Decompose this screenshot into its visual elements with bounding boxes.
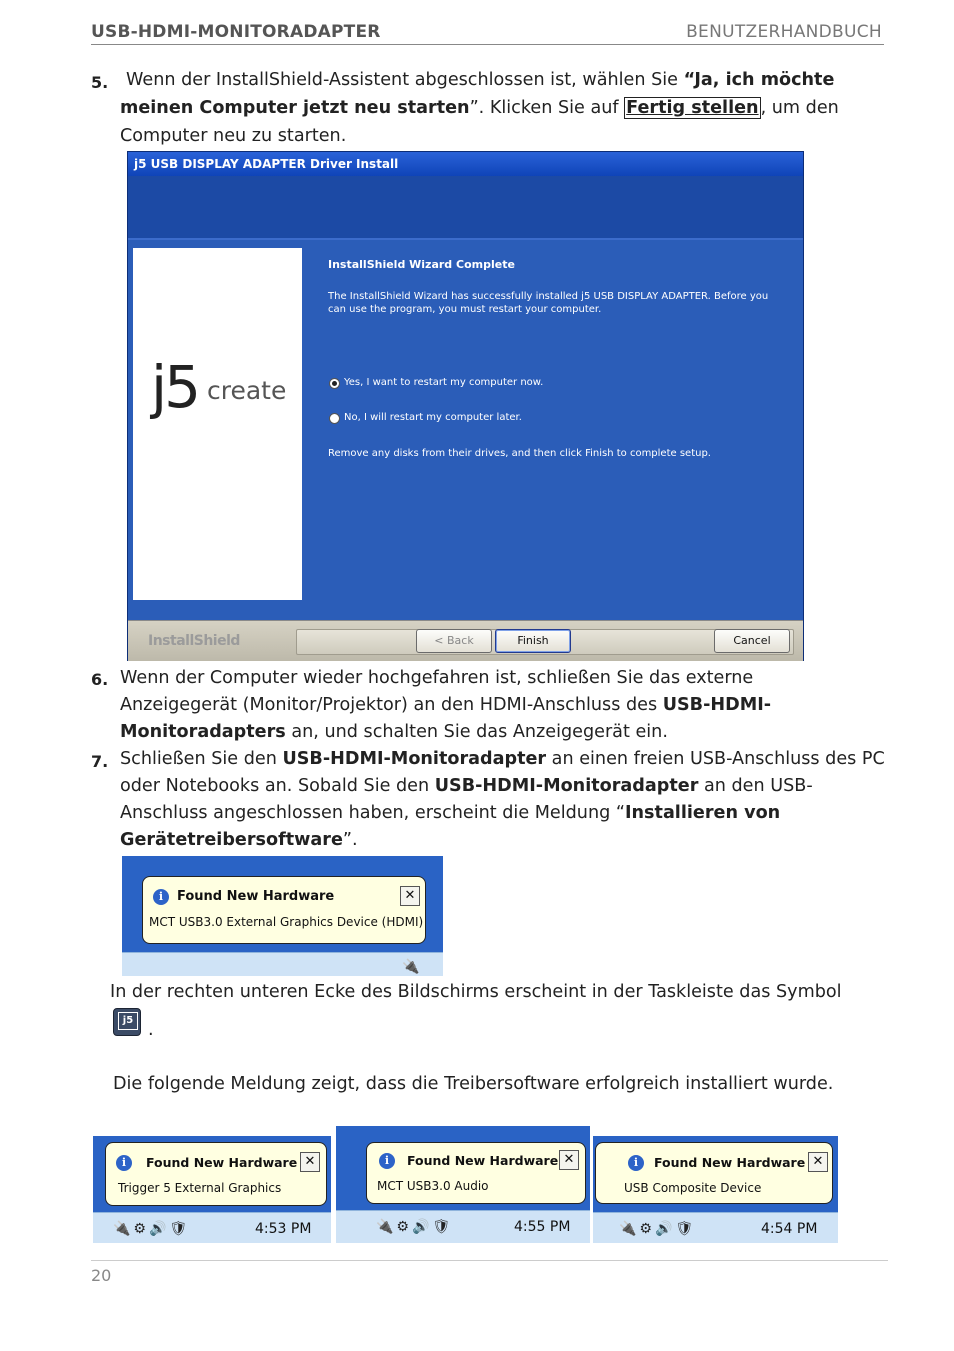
cancel-button[interactable]: Cancel xyxy=(714,629,790,653)
balloon-3-title: Found New Hardware xyxy=(654,1155,806,1170)
step-7-text-2: an einen freien USB-Anschluss des PC xyxy=(546,749,885,769)
installer-heading: InstallShield Wizard Complete xyxy=(328,258,515,271)
step-7-emph: USB-HDMI-Monitoradapter xyxy=(282,749,547,769)
step-7-line-3 xyxy=(120,799,780,827)
j5-tray-icon xyxy=(113,1008,141,1036)
back-button[interactable]: < Back xyxy=(416,629,492,653)
header-title: USB-HDMI-MONITORADAPTER xyxy=(91,22,381,42)
close-icon[interactable]: ✕ xyxy=(808,1152,828,1172)
info-icon: i xyxy=(628,1155,644,1171)
info-icon: i xyxy=(379,1153,395,1169)
installshield-logo: InstallShield xyxy=(148,633,240,649)
step-7-line-4 xyxy=(120,826,358,854)
step-5-emph: “Ja, ich möchte xyxy=(683,70,835,90)
taskbar-tray-1 xyxy=(93,1212,331,1243)
clock-3: 4:54 PM xyxy=(761,1221,818,1237)
step-5-text-2: ”. Klicken Sie auf xyxy=(469,98,625,118)
balloon-3-text: USB Composite Device xyxy=(624,1181,762,1195)
step-7-emph-3: Installieren von xyxy=(624,803,781,823)
step-7-emph-2: USB-HDMI-Monitoradapter xyxy=(434,776,699,796)
taskbar-tray-2 xyxy=(336,1210,590,1243)
header-subtitle: BENUTZERHANDBUCH xyxy=(686,22,882,42)
clock-1: 4:53 PM xyxy=(255,1221,312,1237)
balloon-2-text: MCT USB3.0 Audio xyxy=(377,1179,489,1193)
step-5-text-3: , um den xyxy=(760,98,839,118)
installer-title-bar: j5 USB DISPLAY ADAPTER Driver Install xyxy=(128,152,803,176)
restart-now-radio[interactable] xyxy=(329,378,340,389)
info-icon: i xyxy=(153,889,169,905)
balloon-screenshot-2 xyxy=(336,1126,590,1243)
balloon-screenshot-3 xyxy=(593,1136,838,1243)
notification-balloon-2 xyxy=(366,1142,586,1204)
step-7-text-4: an den USB- xyxy=(698,776,813,796)
finish-button[interactable]: Finish xyxy=(495,629,571,653)
balloon-screenshot-1 xyxy=(93,1136,331,1243)
step-6-emph-2: Monitoradapters xyxy=(120,722,286,742)
page-number: 20 xyxy=(91,1266,112,1285)
step-6-line-2 xyxy=(120,691,771,719)
taskbar-tray xyxy=(122,952,443,976)
taskbar-tray-3 xyxy=(593,1212,838,1243)
installer-window xyxy=(127,151,804,661)
footer-divider xyxy=(91,1260,888,1261)
balloon-1-title: Found New Hardware xyxy=(146,1155,298,1170)
j5-tray-icon-label: j5 xyxy=(118,1012,138,1030)
step-7-emph-4: Gerätetreibersoftware xyxy=(120,830,343,850)
tray-icons: 🔌 xyxy=(402,959,423,975)
step-5-text: Wenn der InstallShield-Assistent abgeschlossen ist, wählen Sie xyxy=(126,70,684,90)
step-7-line-2 xyxy=(120,772,813,800)
installer-remove-disks-text: Remove any disks from their drives, and then click Finish to complete setup. xyxy=(328,448,711,459)
step-6-number: 6. xyxy=(91,670,109,689)
installer-banner xyxy=(128,176,803,238)
notification-balloon xyxy=(142,876,426,944)
logo-j5-text: j5 xyxy=(151,353,199,421)
installer-message: The InstallShield Wizard has successfully installed j5 USB DISPLAY ADAPTER. Before you can use the program, you must restart your computer. xyxy=(328,291,769,315)
tray-icons-2: 🔌⚙🔊🛡 xyxy=(376,1219,454,1235)
step-7-text-3: oder Notebooks an. Sobald Sie den xyxy=(120,776,435,796)
balloon-2-title: Found New Hardware xyxy=(407,1153,559,1168)
tray-icons-1: 🔌⚙🔊🛡 xyxy=(113,1221,191,1237)
restart-later-radio[interactable] xyxy=(329,413,340,424)
step-7-text-5: Anschluss angeschlossen haben, erscheint die Meldung “ xyxy=(120,803,625,823)
step-5-emph-2: meinen Computer jetzt neu starten xyxy=(120,98,470,118)
balloon-title: Found New Hardware xyxy=(177,889,335,904)
finish-label-ref: Fertig stellen xyxy=(626,98,759,118)
close-icon[interactable]: ✕ xyxy=(559,1150,579,1170)
step-5-line-2 xyxy=(120,94,839,122)
info-icon: i xyxy=(116,1155,132,1171)
j5create-logo-panel xyxy=(133,248,302,600)
step-5-line-3: Computer neu zu starten. xyxy=(120,126,347,146)
tray-icons-3: 🔌⚙🔊🛡 xyxy=(619,1221,697,1237)
close-icon[interactable]: ✕ xyxy=(300,1152,320,1172)
success-paragraph: Die folgende Meldung zeigt, dass die Treibersoftware erfolgreich installiert wurde. xyxy=(113,1074,834,1094)
step-7-text: Schließen Sie den xyxy=(120,749,283,769)
tray-icon-period: . xyxy=(148,1020,154,1040)
step-7-number: 7. xyxy=(91,752,109,771)
notification-balloon-1 xyxy=(105,1142,327,1206)
header-divider xyxy=(91,44,884,45)
logo-create-text: create xyxy=(207,376,287,405)
balloon-text: MCT USB3.0 External Graphics Device (HDMI) xyxy=(149,915,424,929)
restart-now-label[interactable]: Yes, I want to restart my computer now. xyxy=(344,377,544,388)
found-hardware-screenshot xyxy=(122,856,443,976)
close-icon[interactable]: ✕ xyxy=(400,886,420,906)
step-7-line-1 xyxy=(120,745,885,773)
step-6-text-2: an, und schalten Sie das Anzeigegerät ein. xyxy=(285,722,668,742)
restart-later-label[interactable]: No, I will restart my computer later. xyxy=(344,412,522,423)
step-7-text-6: ”. xyxy=(342,830,358,850)
installer-footer xyxy=(128,620,803,661)
balloon-1-text: Trigger 5 External Graphics xyxy=(118,1181,282,1195)
tray-icon-paragraph: In der rechten unteren Ecke des Bildschirms erscheint in der Taskleiste das Symbol xyxy=(110,982,842,1002)
step-6-line-3 xyxy=(120,718,668,746)
step-6-line-1: Wenn der Computer wieder hochgefahren ist, schließen Sie das externe xyxy=(120,668,754,688)
step-5-number: 5. xyxy=(91,73,109,92)
clock-2: 4:55 PM xyxy=(514,1219,571,1235)
step-5-line-1 xyxy=(126,66,834,94)
step-6-text: Anzeigegerät (Monitor/Projektor) an den HDMI-Anschluss des xyxy=(120,695,663,715)
step-6-emph: USB-HDMI- xyxy=(662,695,772,715)
notification-balloon-3 xyxy=(595,1142,833,1204)
